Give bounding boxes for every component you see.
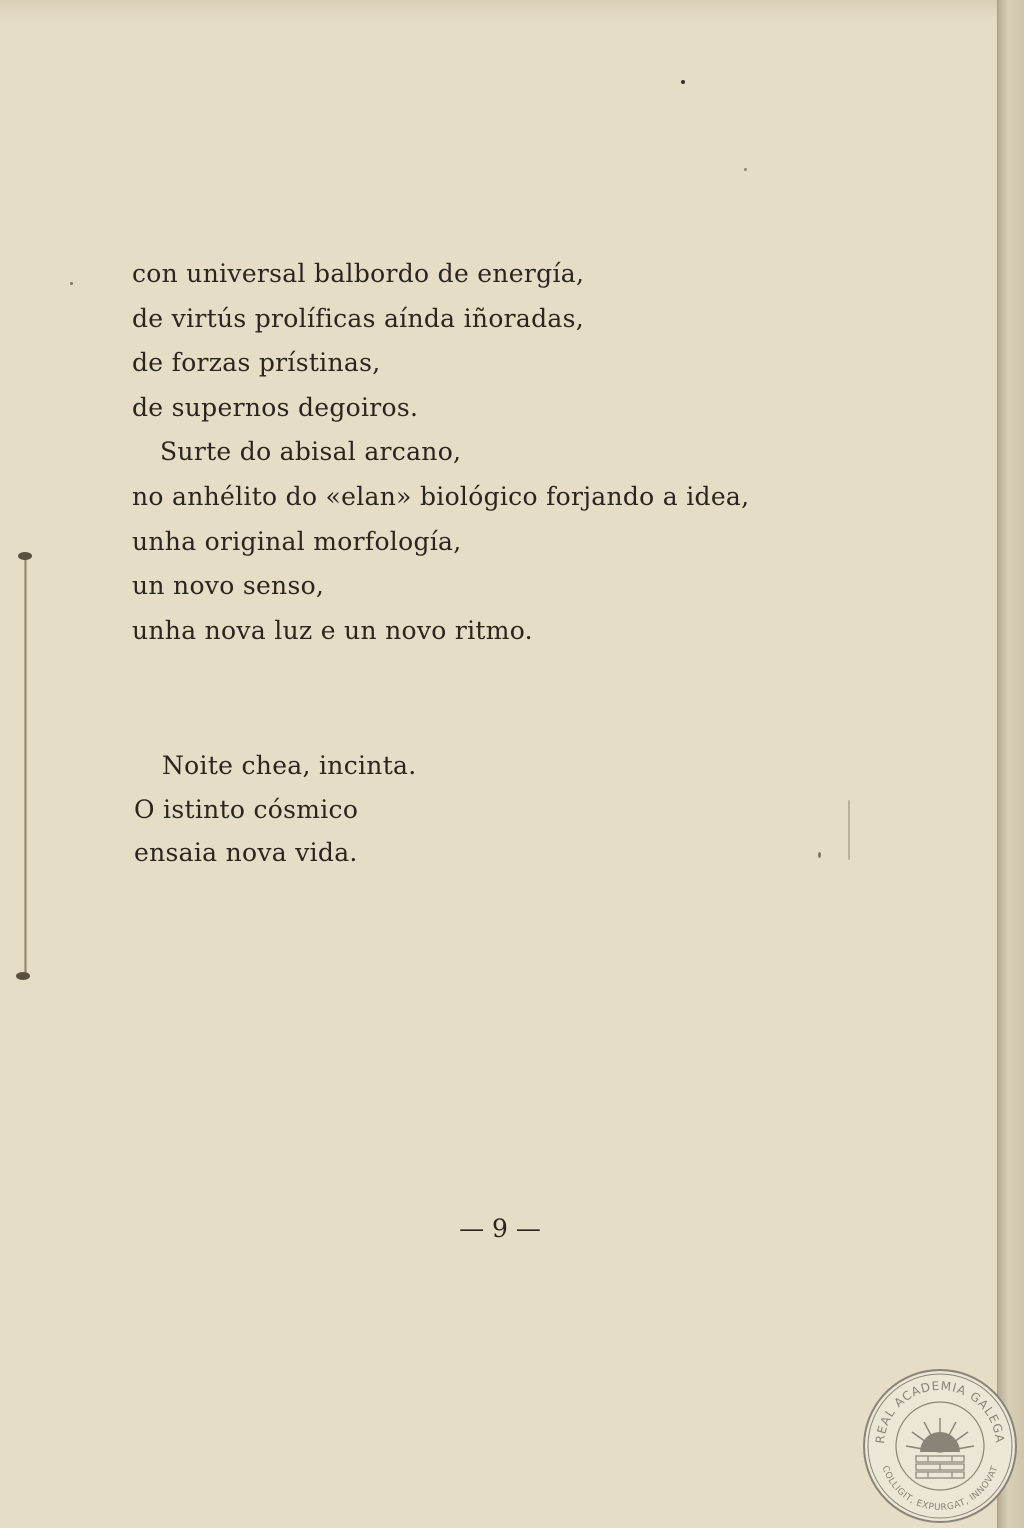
poem-line: Noite chea, incinta. [162, 751, 417, 780]
poem-line: con universal balbordo de energía, [132, 259, 585, 288]
poem-line: O istinto cósmico [134, 794, 359, 824]
paper-right-edge [997, 0, 1024, 1528]
poem-line: de supernos degoiros. [132, 392, 419, 422]
page-number: — 9 — [459, 1214, 541, 1243]
poem-line: unha nova luz e un novo ritmo. [132, 615, 533, 645]
poem-line: un novo senso, [132, 571, 325, 601]
binding-knot-bottom [16, 972, 30, 980]
stanza-one [132, 252, 832, 653]
ink-speck [848, 800, 850, 860]
stanza-two [134, 744, 634, 875]
poem-line: unha original morfología, [132, 526, 462, 556]
binding-thread [24, 556, 27, 976]
stamp-text-bottom: COLLIGIT, EXPURGAT, INNOVAT [879, 1464, 1001, 1514]
binding-knot-top [18, 552, 32, 560]
poem-line: de virtús prolíficas aínda iñoradas, [132, 303, 585, 333]
ink-speck [70, 282, 73, 285]
ink-speck [744, 168, 747, 171]
paper-top-edge [0, 0, 1000, 22]
ink-speck [818, 852, 821, 858]
poem-line: de forzas prístinas, [132, 348, 381, 378]
poem-line: Surte do abisal arcano, [160, 437, 462, 467]
ink-speck [681, 80, 685, 84]
poem-line: ensaia nova vida. [134, 838, 358, 867]
stamp-text-top: REAL ACADEMIA GALEGA [872, 1378, 1008, 1445]
poem-line: no anhélito do «elan» biológico forjando a idea, [132, 481, 750, 511]
library-stamp [862, 1368, 1018, 1524]
